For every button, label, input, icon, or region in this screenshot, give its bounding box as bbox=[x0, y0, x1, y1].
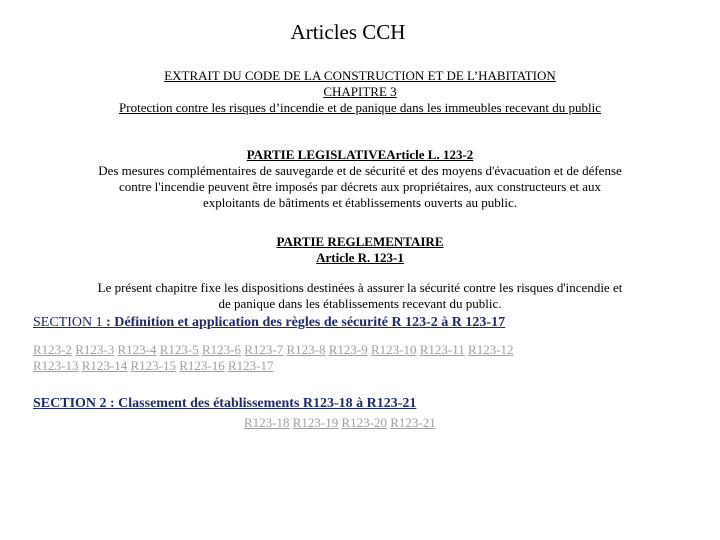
header-chapter: CHAPITRE 3 bbox=[323, 84, 397, 99]
reglementaire-block bbox=[0, 234, 720, 266]
section-1-title: : Définition et application des règles de sécurité R 123-2 à R 123-17 bbox=[102, 315, 506, 330]
header-extract: EXTRAIT DU CODE DE LA CONSTRUCTION ET DE L’HABITATION bbox=[164, 68, 556, 83]
article-link-r123-18[interactable]: R123-18 bbox=[244, 415, 290, 430]
article-link-r123-3[interactable]: R123-3 bbox=[75, 342, 115, 357]
reglementaire-text bbox=[0, 280, 720, 312]
article-link-r123-16[interactable]: R123-16 bbox=[179, 358, 225, 373]
section-2-title: SECTION 2 : Classement des établissements R123-18 à R123-21 bbox=[33, 396, 417, 411]
header-block bbox=[0, 68, 720, 116]
article-link-r123-20[interactable]: R123-20 bbox=[341, 415, 387, 430]
section-1-links-row-2 bbox=[33, 358, 274, 374]
article-link-r123-13[interactable]: R123-13 bbox=[33, 358, 79, 373]
article-link-r123-15[interactable]: R123-15 bbox=[130, 358, 176, 373]
section-2-link[interactable] bbox=[33, 395, 416, 412]
article-link-r123-14[interactable]: R123-14 bbox=[81, 358, 128, 373]
section-1-links-row-1 bbox=[33, 342, 514, 358]
article-link-r123-7[interactable]: R123-7 bbox=[244, 342, 284, 357]
section-1-label: SECTION 1 bbox=[33, 315, 103, 330]
reglementaire-text-1: Le présent chapitre fixe les dispositions destinées à assurer la sécurité contre les risques d'incendie et bbox=[97, 280, 623, 295]
reglementaire-heading: PARTIE REGLEMENTAIRE bbox=[276, 234, 444, 249]
legislative-heading: PARTIE LEGISLATIVEArticle L. 123-2 bbox=[246, 147, 474, 162]
article-link-r123-4[interactable]: R123-4 bbox=[117, 342, 157, 357]
legislative-text-2: contre l'incendie peuvent être imposés par décrets aux propriétaires, aux constructeurs et aux bbox=[118, 179, 602, 194]
reglementaire-article: Article R. 123-1 bbox=[316, 250, 404, 265]
header-subject: Protection contre les risques d’incendie et de panique dans les immeubles recevant du public bbox=[119, 100, 601, 115]
article-link-r123-17[interactable]: R123-17 bbox=[228, 358, 274, 373]
article-link-r123-21[interactable]: R123-21 bbox=[390, 415, 436, 430]
reglementaire-text-2: de panique dans les établissements recevant du public. bbox=[218, 296, 502, 311]
article-link-r123-12[interactable]: R123-12 bbox=[468, 342, 514, 357]
article-link-r123-19[interactable]: R123-19 bbox=[292, 415, 339, 430]
article-link-r123-6[interactable]: R123-6 bbox=[202, 342, 241, 357]
article-link-r123-8[interactable]: R123-8 bbox=[286, 342, 326, 357]
article-link-r123-2[interactable]: R123-2 bbox=[33, 342, 72, 357]
legislative-block bbox=[0, 147, 720, 211]
page-title: Articles CCH bbox=[290, 20, 406, 44]
article-link-r123-5[interactable]: R123-5 bbox=[159, 342, 199, 357]
section-2-links bbox=[244, 415, 436, 431]
article-link-r123-10[interactable]: R123-10 bbox=[371, 342, 417, 357]
legislative-text-3: exploitants de bâtiments et établissements ouverts au public. bbox=[202, 195, 518, 210]
article-link-r123-9[interactable]: R123-9 bbox=[328, 342, 368, 357]
article-link-r123-11[interactable]: R123-11 bbox=[419, 342, 465, 357]
legislative-text-1: Des mesures complémentaires de sauvegarde et de sécurité et des moyens d'évacuation et de défense bbox=[98, 163, 622, 178]
section-1-link[interactable] bbox=[33, 314, 505, 331]
